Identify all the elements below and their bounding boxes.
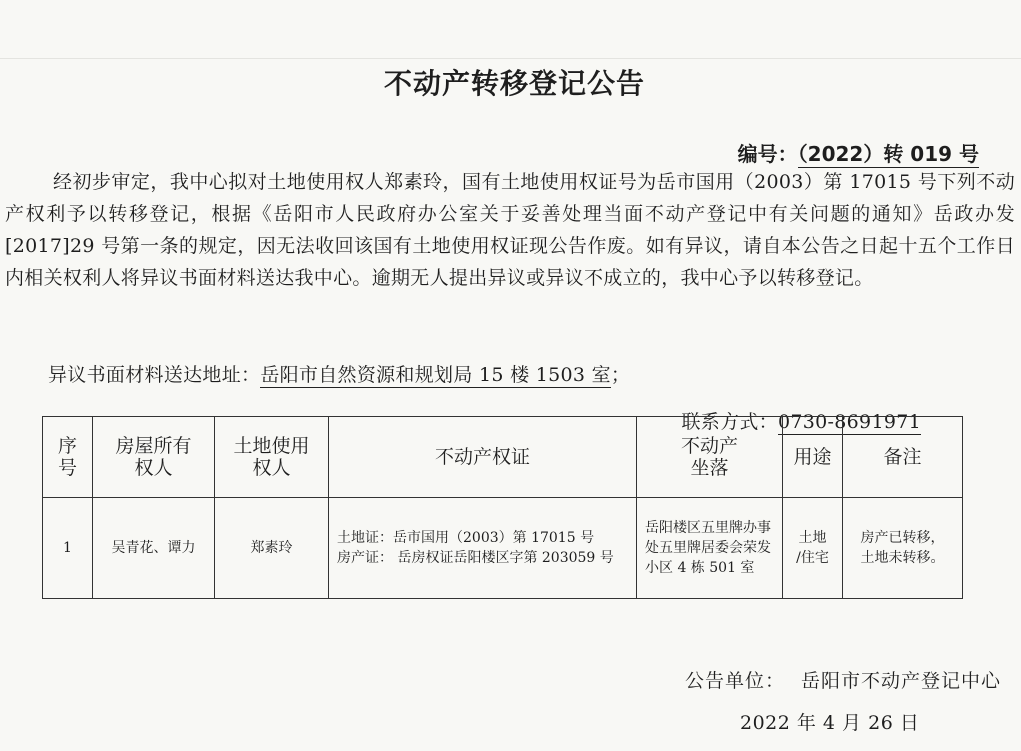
notice-title: 不动产转移登记公告 — [383, 67, 645, 100]
notice-body: 经初步审定，我中心拟对土地使用权人郑素玲，国有土地使用权证号为岳市国用（2003）第 17015 号下列不动产权利予以转移登记，根据《岳阳市人民政府办公室关于妥善处理当面不动产登记中有关问题的通知》岳政办发[2017]29 号第一条的规定，因无法收回该国有土地使用权证现公告作废。如有异议，请自本公告之日起十五个工作日内相关权利人将异议书面材料送达我中心。逾期无人提出异议或异议不成立的，我中心予以转移登记。 — [5, 171, 1015, 289]
usage-line2: /住宅 — [796, 550, 829, 566]
cell-land-user: 郑素玲 — [215, 498, 329, 599]
header-cert-line1: 不动产权证 — [434, 446, 530, 468]
doc-number-value: （2022）转 019 号 — [797, 142, 979, 166]
header-owner — [93, 417, 215, 498]
doc-number-label: 编号： — [737, 142, 798, 166]
header-cert — [329, 417, 637, 498]
cell-seq: 1 — [43, 498, 93, 599]
header-seq-line2: 号 — [57, 457, 77, 479]
table-row — [43, 498, 963, 599]
header-location — [637, 417, 783, 498]
usage-line1: 土地 — [798, 530, 827, 546]
issuer-name: 岳阳市不动产登记中心 — [800, 670, 1001, 692]
remark-line2: 土地未转移。 — [860, 550, 945, 566]
header-land-user-line1: 土地使用 — [233, 435, 310, 457]
header-owner-line1: 房屋所有 — [115, 435, 192, 457]
header-location-line1: 不动产 — [680, 435, 738, 457]
header-land-user-line2: 权人 — [252, 457, 291, 479]
header-seq-line1: 序 — [57, 435, 77, 457]
cell-usage — [783, 498, 843, 599]
header-land-user — [215, 417, 329, 498]
issuer-label: 公告单位： — [684, 670, 785, 692]
header-seq — [43, 417, 93, 498]
header-usage-line1: 用途 — [793, 446, 832, 468]
header-owner-line2: 权人 — [134, 457, 173, 479]
contact-phone: 0730-8691971 — [778, 411, 921, 433]
header-remark-line1: 备注 — [883, 446, 922, 468]
cell-remark — [843, 498, 963, 599]
contact-label: 联系方式： — [681, 411, 778, 433]
address-label: 异议书面材料送达地址： — [48, 364, 261, 386]
address-suffix: ； — [610, 364, 631, 386]
address-value: 岳阳市自然资源和规划局 15 楼 1503 室 — [260, 364, 611, 386]
cell-cert — [329, 498, 637, 599]
issuer — [685, 666, 1001, 693]
header-remark — [843, 417, 963, 498]
table-header-row — [43, 417, 963, 498]
cell-location: 岳阳楼区五里牌办事处五里牌居委会荣发小区 4 栋 501 室 — [637, 498, 783, 599]
notice-date: 2022 年 4 月 26 日 — [740, 712, 920, 734]
cert-house: 房产证： 岳房权证岳阳楼区字第 203059 号 — [337, 550, 614, 566]
cell-owner: 吴青花、谭力 — [93, 498, 215, 599]
header-usage — [783, 417, 843, 498]
remark-line1: 房产已转移， — [860, 530, 945, 546]
header-location-line2: 坐落 — [690, 457, 729, 479]
registration-table — [42, 416, 963, 599]
cert-land: 土地证：岳市国用（2003）第 17015 号 — [337, 530, 595, 546]
doc-number — [738, 138, 979, 167]
top-rule — [0, 58, 1021, 59]
objection-address — [48, 360, 630, 387]
